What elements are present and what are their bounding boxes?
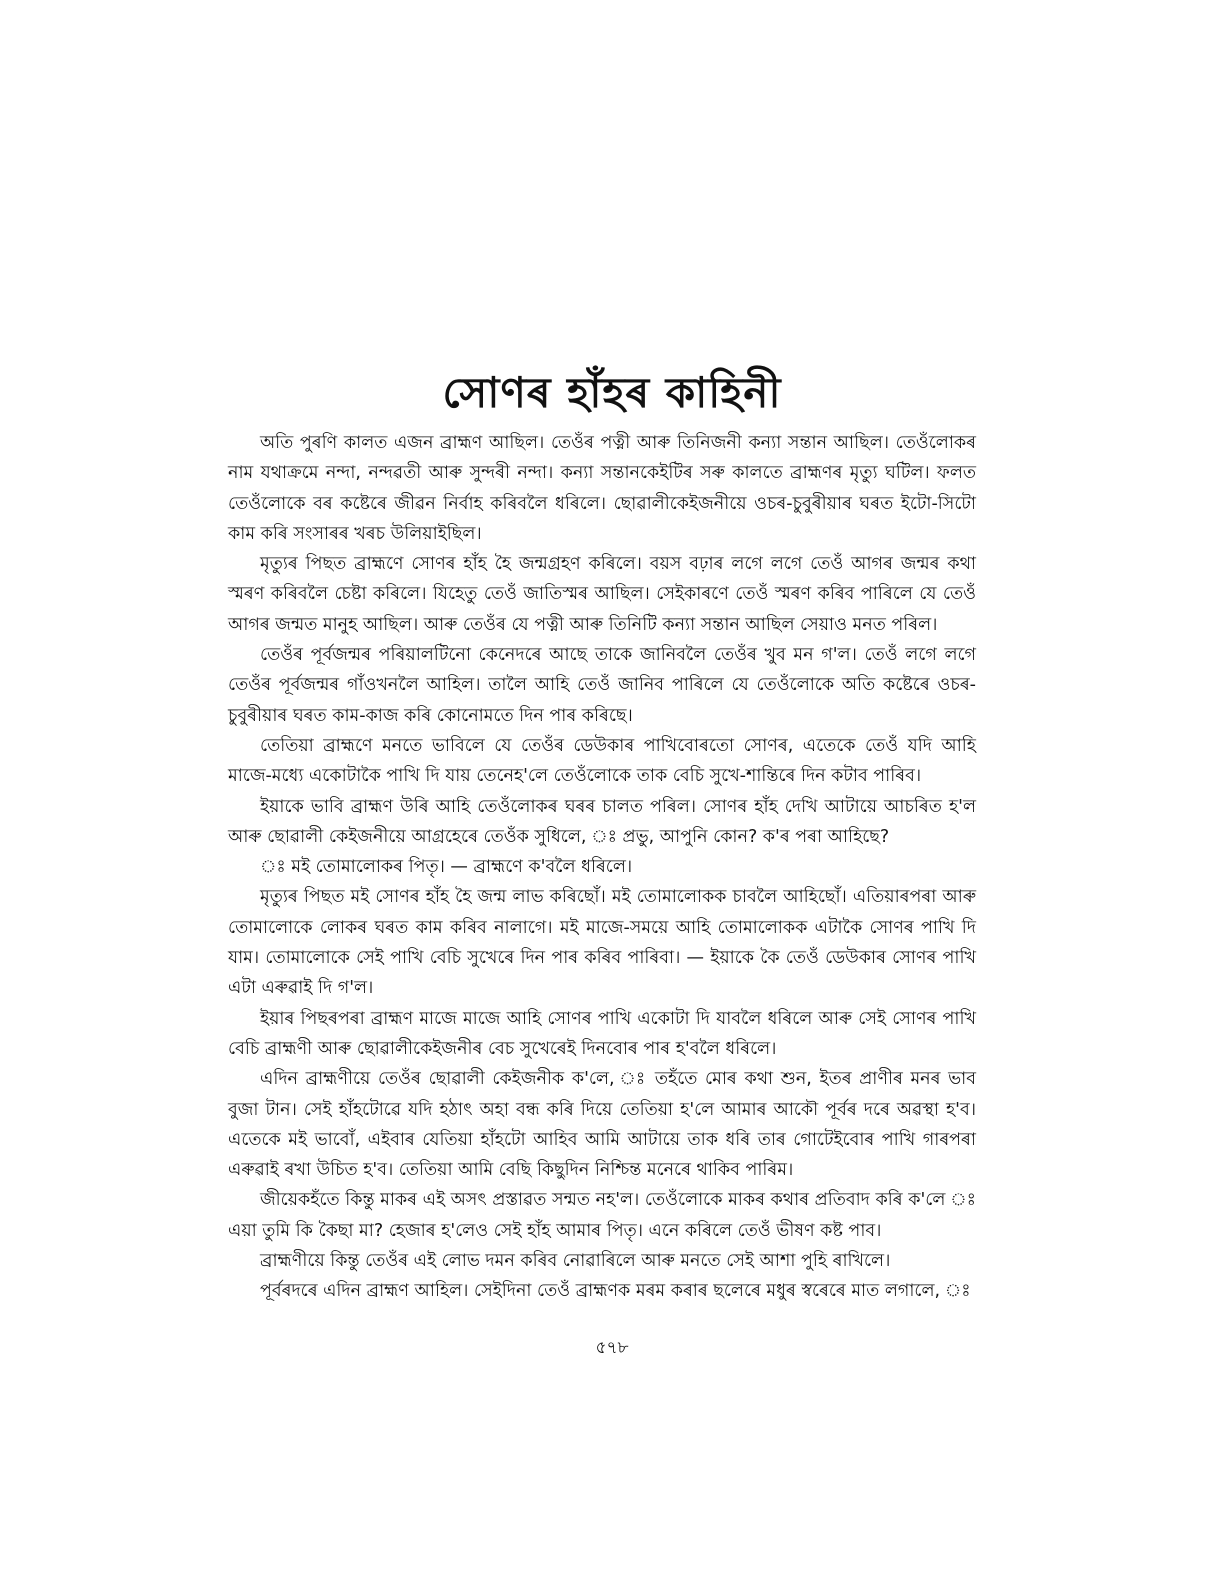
paragraph: মৃত্যুৰ পিছত ব্ৰাহ্মণে সোণৰ হাঁহ হৈ জন্মগ্ৰহণ কৰিলে। বয়স বঢ়াৰ লগে লগে তেওঁ আগৰ জন্মৰ কথা স্মৰণ কৰিবলৈ চেষ্টা কৰিলে। যিহেতু তেওঁ জাতিস্মৰ আছিল। সেইকাৰণে তেওঁ স্মৰণ কৰিব পাৰিলে যে তেওঁ আগৰ জন্মত মানুহ আছিল। আৰু তেওঁৰ যে পত্নী আৰু তিনিটি কন্যা সন্তান আছিল সেয়াও মনত পৰিল। bbox=[228, 554, 976, 635]
paragraph: মৃত্যুৰ পিছত মই সোণৰ হাঁহ হৈ জন্ম লাভ কৰিছোঁ। মই তোমালোকক চাবলৈ আহিছোঁ। এতিয়াৰপৰা আৰু তোমালোকে লোকৰ ঘৰত কাম কৰিব নালাগে। মই মাজে-সময়ে আহি তোমালোকক এটাকৈ সোণৰ পাখি দি যাম। তোমালোকে সেই পাখি বেচি সুখেৰে দিন পাৰ কৰিব পাৰিবা। — ইয়াকে কৈ তেওঁ ডেউকাৰ সোণৰ পাখি এটা এৰুৱাই দি গ'ল। bbox=[228, 887, 976, 999]
paragraph: তেতিয়া ব্ৰাহ্মণে মনতে ভাবিলে যে তেওঁৰ ডেউকাৰ পাখিবোৰতো সোণৰ, এতেকে তেওঁ যদি আহি মাজে-মধ্যে একোটাকৈ পাখি দি যায় তেনেহ'লে তেওঁলোকে তাক বেচি সুখে-শান্তিৰে দিন কটাব পাৰিব। bbox=[228, 735, 976, 787]
paragraph: ইয়াকে ভাবি ব্ৰাহ্মণ উৰি আহি তেওঁলোকৰ ঘৰৰ চালত পৰিল। সোণৰ হাঁহ দেখি আটায়ে আচৰিত হ'ল আৰু ছোৱালী কেইজনীয়ে আগ্ৰহেৰে তেওঁক সুধিলে, ঃ প্ৰভু, আপুনি কোন? ক'ৰ পৰা আহিছে? bbox=[228, 796, 976, 847]
page-number: ৫৭৮ bbox=[595, 1338, 629, 1358]
paragraph: জীয়েকহঁতে কিন্তু মাকৰ এই অসৎ প্ৰস্তাৱত সন্মত নহ'ল। তেওঁলোকে মাকৰ কথাৰ প্ৰতিবাদ কৰি ক'লে ঃ এয়া তুমি কি কৈছা মা? হেজাৰ হ'লেও সেই হাঁহ আমাৰ পিতৃ। এনে কৰিলে তেওঁ ভীষণ কষ্ট পাব। bbox=[228, 1190, 976, 1241]
paragraph: তেওঁৰ পূৰ্বজন্মৰ পৰিয়ালটিনো কেনেদৰে আছে তাকে জানিবলৈ তেওঁৰ খুব মন গ'ল। তেওঁ লগে লগে তেওঁৰ পূৰ্বজন্মৰ গাঁওখনলৈ আহিল। তালৈ আহি তেওঁ জানিব পাৰিলে যে তেওঁলোকে অতি কষ্টেৰে ওচৰ-চুবুৰীয়াৰ ঘৰত কাম-কাজ কৰি কোনোমতে দিন পাৰ কৰিছে। bbox=[228, 645, 976, 726]
story-body bbox=[228, 428, 976, 1307]
paragraph: ঃ মই তোমালোকৰ পিতৃ। — ব্ৰাহ্মণে ক'বলৈ ধৰিলে। bbox=[260, 857, 633, 878]
page-title: সোণৰ হাঁহৰ কাহিনী bbox=[442, 368, 782, 418]
paragraph: এদিন ব্ৰাহ্মণীয়ে তেওঁৰ ছোৱালী কেইজনীক ক'লে, ঃ তহঁতে মোৰ কথা শুন, ইতৰ প্ৰাণীৰ মনৰ ভাব বুজা টান। সেই হাঁহটোৱে যদি হঠাৎ অহা বন্ধ কৰি দিয়ে তেতিয়া হ'লে আমাৰ আকৌ পূৰ্বৰ দৰে অৱস্থা হ'ব। এতেকে মই ভাবোঁ, এইবাৰ যেতিয়া হাঁহটো আহিব আমি আটায়ে তাক ধৰি তাৰ গোটেইবোৰ পাখি গাৰপৰা এৰুৱাই ৰখা উচিত হ'ব। তেতিয়া আমি বেছি কিছুদিন নিশ্চিন্ত মনেৰে থাকিব পাৰিম। bbox=[228, 1069, 976, 1181]
paragraph: পূৰ্বৰদৰে এদিন ব্ৰাহ্মণ আহিল। সেইদিনা তেওঁ ব্ৰাহ্মণক মৰম কৰাৰ ছলেৰে মধুৰ স্বৰেৰে মাত লগালে, ঃ bbox=[260, 1281, 971, 1302]
paragraph: অতি পুৰণি কালত এজন ব্ৰাহ্মণ আছিল। তেওঁৰ পত্নী আৰু তিনিজনী কন্যা সন্তান আছিল। তেওঁলোকৰ নাম যথাক্ৰমে নন্দা, নন্দৱতী আৰু সুন্দৰী নন্দা। কন্যা সন্তানকেইটিৰ সৰু কালতে ব্ৰাহ্মণৰ মৃত্যু ঘটিল। ফলত তেওঁলোকে বৰ কষ্টেৰে জীৱন নিৰ্বাহ কৰিবলৈ ধৰিলে। ছোৱালীকেইজনীয়ে ওচৰ-চুবুৰীয়াৰ ঘৰত ইটো-সিটো কাম কৰি সংসাৰৰ খৰচ উলিয়াইছিল। bbox=[228, 433, 976, 544]
paragraph: ইয়াৰ পিছৰপৰা ব্ৰাহ্মণ মাজে মাজে আহি সোণৰ পাখি একোটা দি যাবলৈ ধৰিলে আৰু সেই সোণৰ পাখি বেচি ব্ৰাহ্মণী আৰু ছোৱালীকেইজনীৰ বেচ সুখেৰেই দিনবোৰ পাৰ হ'বলৈ ধৰিলে। bbox=[228, 1008, 976, 1059]
paragraph: ব্ৰাহ্মণীয়ে কিন্তু তেওঁৰ এই লোভ দমন কৰিব নোৱাৰিলে আৰু মনতে সেই আশা পুহি ৰাখিলে। bbox=[260, 1251, 891, 1272]
